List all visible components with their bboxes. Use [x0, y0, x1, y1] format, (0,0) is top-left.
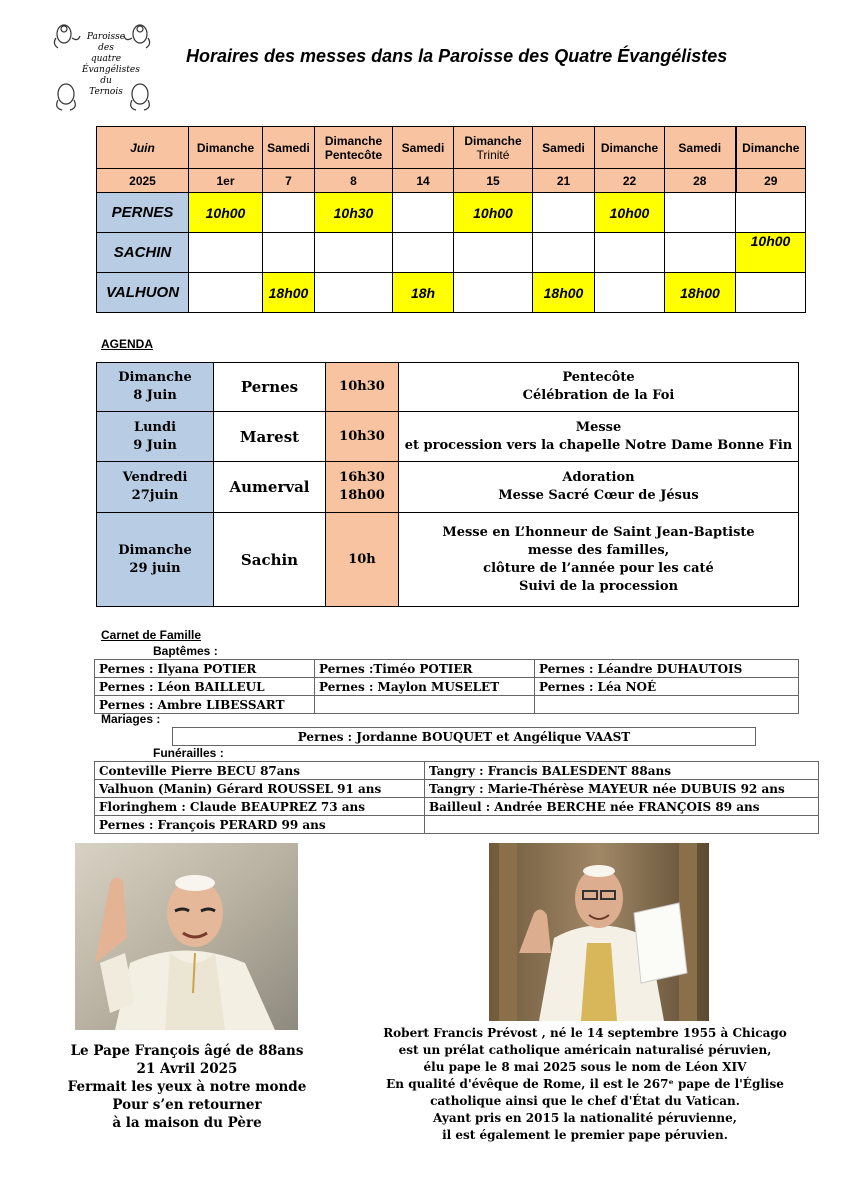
day-name-cell: Samedi	[533, 127, 595, 169]
date-cell: 28	[665, 169, 736, 193]
date-cell: 8	[315, 169, 393, 193]
time-cell	[736, 193, 806, 233]
table-row	[95, 780, 819, 798]
time-cell: 10h00	[736, 233, 806, 273]
date-cell: 21	[533, 169, 595, 193]
agenda-time: 16h30 18h00	[326, 462, 399, 513]
table-cell: Pernes : Jordanne BOUQUET et Angélique VAAST	[173, 728, 756, 746]
table-row	[95, 660, 799, 678]
day-name-cell: Samedi	[665, 127, 736, 169]
time-cell: 10h00	[189, 193, 263, 233]
agenda-description: Messe en L’honneur de Saint Jean-Baptiste messe des familles, clôture de l’année pour les caté Suivi de la procession	[399, 513, 799, 607]
time-cell: 18h	[393, 273, 454, 313]
agenda-time: 10h30	[326, 363, 399, 412]
schedule-date-row	[97, 169, 806, 193]
table-row	[173, 728, 756, 746]
table-row	[95, 762, 819, 780]
table-cell: Floringhem : Claude BEAUPREZ 73 ans	[95, 798, 425, 816]
table-row	[95, 678, 799, 696]
agenda-date: Vendredi 27juin	[97, 462, 214, 513]
pope-leo-photo	[489, 843, 709, 1021]
table-cell: Pernes : Léon BAILLEUL	[95, 678, 315, 696]
page-title: Horaires des messes dans la Paroisse des Quatre Évangélistes	[186, 46, 728, 66]
baptemes-heading: Baptêmes :	[153, 644, 218, 658]
agenda-row	[97, 412, 799, 462]
time-cell	[736, 273, 806, 313]
agenda-place: Marest	[214, 412, 326, 462]
schedule-row-pernes	[97, 193, 806, 233]
schedule-row-valhuon	[97, 273, 806, 313]
time-cell	[189, 233, 263, 273]
date-cell: 7	[263, 169, 315, 193]
table-cell: Tangry : Francis BALESDENT 88ans	[425, 762, 819, 780]
place-cell: SACHIN	[97, 233, 189, 273]
table-cell	[315, 696, 535, 714]
funerailles-heading: Funérailles :	[153, 746, 224, 760]
mass-schedule-table	[96, 126, 806, 313]
table-cell: Valhuon (Manin) Gérard ROUSSEL 91 ans	[95, 780, 425, 798]
place-cell: VALHUON	[97, 273, 189, 313]
agenda-heading: AGENDA	[101, 337, 154, 351]
agenda-row	[97, 462, 799, 513]
month-cell: Juin	[97, 127, 189, 169]
date-cell: 1er	[189, 169, 263, 193]
time-cell	[263, 193, 315, 233]
agenda-description: Adoration Messe Sacré Cœur de Jésus	[399, 462, 799, 513]
agenda-date: Dimanche 8 Juin	[97, 363, 214, 412]
table-row	[95, 798, 819, 816]
time-cell	[533, 233, 595, 273]
day-name-cell: Samedi	[393, 127, 454, 169]
time-cell	[454, 273, 533, 313]
table-cell	[425, 816, 819, 834]
date-cell: 22	[595, 169, 665, 193]
agenda-date: Lundi 9 Juin	[97, 412, 214, 462]
agenda-row	[97, 363, 799, 412]
mariages-heading: Mariages :	[101, 712, 161, 726]
schedule-header-row	[97, 127, 806, 169]
pope-leo-caption: Robert Francis Prévost , né le 14 septembre 1955 à Chicago est un prélat catholique américain naturalisé péruvien, élu pape le 8 mai 2025 sous le nom de Léon XIV En qualité d'évêque de Rome, il est le 267ᵉ pape de l'Église catholique ainsi que le chef d'État du Vatican. Ayant pris en 2015 la nationalité péruvienne, il est également le premier pape péruvien.	[383, 1026, 787, 1142]
table-row	[95, 816, 819, 834]
agenda-description: Messe et procession vers la chapelle Notre Dame Bonne Fin	[399, 412, 799, 462]
agenda-place: Pernes	[214, 363, 326, 412]
agenda-place: Aumerval	[214, 462, 326, 513]
time-cell	[533, 193, 595, 233]
pope-francis-caption: Le Pape François âgé de 88ans 21 Avril 2025 Fermait les yeux à notre monde Pour s’en retourner à la maison du Père	[67, 1043, 307, 1131]
day-name-cell: Dimanche	[189, 127, 263, 169]
logo-text: Paroisse des quatre Évangélistes du Ternois	[82, 32, 140, 97]
table-cell: Pernes :Timéo POTIER	[315, 660, 535, 678]
time-cell	[454, 233, 533, 273]
table-cell: Pernes : Léa NOÉ	[535, 678, 799, 696]
time-cell	[393, 233, 454, 273]
table-cell	[535, 696, 799, 714]
time-cell	[189, 273, 263, 313]
agenda-date: Dimanche 29 juin	[97, 513, 214, 607]
table-cell: Pernes : Ambre LIBESSART	[95, 696, 315, 714]
day-name-cell: Dimanche	[595, 127, 665, 169]
time-cell	[393, 193, 454, 233]
agenda-time: 10h	[326, 513, 399, 607]
baptemes-table	[94, 659, 799, 714]
time-cell: 18h00	[665, 273, 736, 313]
table-cell: Pernes : Léandre DUHAUTOIS	[535, 660, 799, 678]
time-cell	[595, 233, 665, 273]
time-cell: 10h00	[595, 193, 665, 233]
year-cell: 2025	[97, 169, 189, 193]
place-cell: PERNES	[97, 193, 189, 233]
pope-francis-photo	[75, 843, 298, 1030]
time-cell	[263, 233, 315, 273]
table-cell: Pernes : François PERARD 99 ans	[95, 816, 425, 834]
table-cell: Tangry : Marie-Thérèse MAYEUR née DUBUIS 92 ans	[425, 780, 819, 798]
parish-logo	[52, 20, 154, 112]
time-cell	[665, 193, 736, 233]
day-name-cell: Dimanche	[736, 127, 806, 169]
agenda-time: 10h30	[326, 412, 399, 462]
time-cell	[665, 233, 736, 273]
day-name-cell: Dimanche Pentecôte	[315, 127, 393, 169]
schedule-row-sachin	[97, 233, 806, 273]
date-cell: 15	[454, 169, 533, 193]
time-cell	[315, 233, 393, 273]
date-cell: 14	[393, 169, 454, 193]
time-cell	[315, 273, 393, 313]
day-name-cell: Dimanche Trinité	[454, 127, 533, 169]
funerailles-table	[94, 761, 819, 834]
day-name-cell: Samedi	[263, 127, 315, 169]
carnet-heading: Carnet de Famille	[101, 628, 202, 642]
agenda-place: Sachin	[214, 513, 326, 607]
time-cell	[595, 273, 665, 313]
time-cell: 18h00	[263, 273, 315, 313]
table-cell: Conteville Pierre BECU 87ans	[95, 762, 425, 780]
time-cell: 18h00	[533, 273, 595, 313]
time-cell: 10h00	[454, 193, 533, 233]
table-cell: Pernes : Ilyana POTIER	[95, 660, 315, 678]
agenda-description: Pentecôte Célébration de la Foi	[399, 363, 799, 412]
agenda-table	[96, 362, 799, 607]
table-cell: Pernes : Maylon MUSELET	[315, 678, 535, 696]
date-cell: 29	[736, 169, 806, 193]
mariages-table	[172, 727, 756, 746]
table-row	[95, 696, 799, 714]
agenda-row	[97, 513, 799, 607]
time-cell: 10h30	[315, 193, 393, 233]
table-cell: Bailleul : Andrée BERCHE née FRANÇOIS 89 ans	[425, 798, 819, 816]
